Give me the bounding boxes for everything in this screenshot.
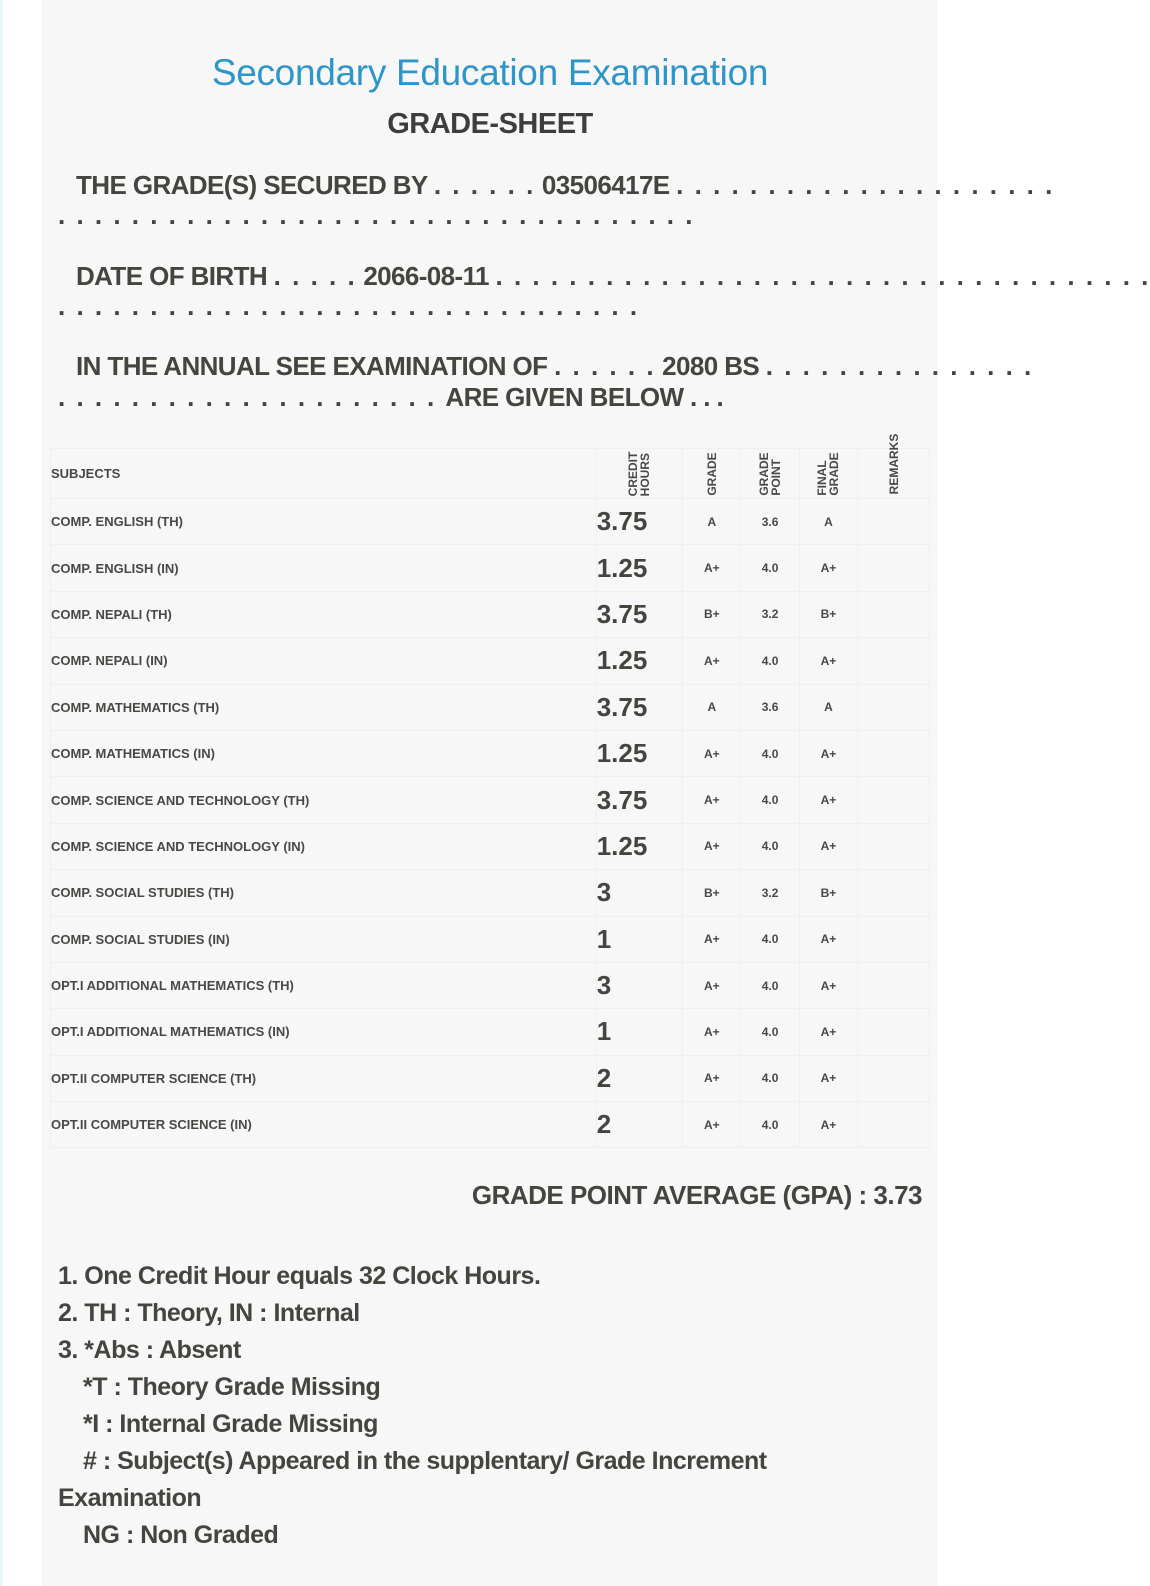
grade-cell: A+ (683, 638, 741, 684)
table-row (51, 777, 930, 823)
dots: . . . . . . . . . . . . . . . . . . . . . (676, 170, 1055, 200)
remarks-cell (858, 684, 930, 730)
grade-point-cell: 4.0 (741, 730, 799, 776)
note-item: NG : Non Graded (83, 1521, 279, 1549)
table-row (51, 1102, 930, 1148)
subject-cell: COMP. MATHEMATICS (TH) (51, 684, 597, 730)
subject-cell: COMP. SCIENCE AND TECHNOLOGY (TH) (51, 777, 597, 823)
final-grade-cell: A+ (799, 638, 857, 684)
grade-point-cell: 3.2 (741, 591, 799, 637)
dots: . . . . . . . . . . . . . . . . . . . . . . . . . . . . . . . . . . . . (495, 261, 1150, 291)
grade-sheet (42, 0, 1150, 1586)
exam-title: Secondary Education Examination (211, 52, 769, 93)
grade-cell: B+ (683, 591, 741, 637)
credit-hours-cell: 3 (596, 962, 682, 1008)
credit-hours-cell: 1 (596, 1009, 682, 1055)
table-row (51, 730, 930, 776)
grade-cell: A+ (683, 823, 741, 869)
grade-point-cell: 4.0 (741, 823, 799, 869)
credit-hours-cell: 1.25 (596, 730, 682, 776)
gpa-line (472, 1180, 922, 1211)
note-item: *I : Internal Grade Missing (83, 1410, 378, 1438)
final-grade-cell: A (799, 499, 857, 545)
final-grade-cell: A+ (799, 1055, 857, 1101)
col-remarks: REMARKS (858, 449, 930, 499)
table-row (51, 591, 930, 637)
subject-cell: OPT.I ADDITIONAL MATHEMATICS (IN) (51, 1009, 597, 1055)
table-row (51, 638, 930, 684)
grade-cell: A+ (683, 1102, 741, 1148)
remarks-cell (858, 545, 930, 591)
final-grade-cell: A+ (799, 730, 857, 776)
credit-hours-cell: 3 (596, 870, 682, 916)
subject-cell: OPT.II COMPUTER SCIENCE (IN) (51, 1102, 597, 1148)
subject-cell: OPT.I ADDITIONAL MATHEMATICS (TH) (51, 962, 597, 1008)
col-credit-hours: CREDIT HOURS (596, 449, 682, 499)
grade-cell: A+ (683, 962, 741, 1008)
table-row (51, 870, 930, 916)
remarks-cell (858, 638, 930, 684)
given-below-text: ARE GIVEN BELOW . . . (445, 382, 724, 412)
final-grade-cell: B+ (799, 591, 857, 637)
dob-value: 2066-08-11 (363, 261, 489, 291)
credit-hours-cell: 3.75 (596, 684, 682, 730)
symbol-number: 03506417E (541, 170, 670, 200)
left-edge (0, 0, 3, 1586)
remarks-cell (858, 823, 930, 869)
remarks-cell (858, 499, 930, 545)
note-item: Examination (58, 1484, 202, 1512)
grade-point-cell: 4.0 (741, 1102, 799, 1148)
gpa-label: GRADE POINT AVERAGE (GPA) : (471, 1180, 867, 1210)
grade-point-cell: 3.6 (741, 499, 799, 545)
credit-hours-cell: 3.75 (596, 499, 682, 545)
subject-cell: COMP. NEPALI (TH) (51, 591, 597, 637)
credit-hours-cell: 1 (596, 916, 682, 962)
credit-hours-cell: 2 (596, 1102, 682, 1148)
grade-point-cell: 4.0 (741, 1009, 799, 1055)
remarks-cell (858, 1055, 930, 1101)
remarks-cell (858, 730, 930, 776)
grade-cell: A+ (683, 1009, 741, 1055)
dots: . . . . . . . . . . . . . . . . . . . . . (58, 382, 437, 412)
grade-cell: A+ (683, 730, 741, 776)
grade-sheet-heading: GRADE-SHEET (387, 108, 593, 140)
subject-cell: COMP. MATHEMATICS (IN) (51, 730, 597, 776)
credit-hours-cell: 1.25 (596, 823, 682, 869)
grade-point-cell: 4.0 (741, 1055, 799, 1101)
subject-cell: COMP. ENGLISH (IN) (51, 545, 597, 591)
table-row (51, 1055, 930, 1101)
remarks-cell (858, 870, 930, 916)
remarks-cell (858, 916, 930, 962)
dob-label: DATE OF BIRTH (76, 261, 268, 291)
grades-table (50, 433, 930, 1148)
credit-hours-cell: 1.25 (596, 638, 682, 684)
final-grade-cell: B+ (799, 870, 857, 916)
notes-section (58, 1258, 918, 1554)
exam-line (76, 351, 1033, 382)
table-header-row (51, 449, 930, 499)
remarks-cell (858, 777, 930, 823)
dob-line (76, 261, 1150, 292)
table-row (51, 916, 930, 962)
remarks-cell (858, 962, 930, 1008)
exam-label: IN THE ANNUAL SEE EXAMINATION OF (76, 351, 548, 381)
table-row (51, 823, 930, 869)
grade-point-cell: 3.2 (741, 870, 799, 916)
grade-point-cell: 4.0 (741, 916, 799, 962)
credit-hours-cell: 3.75 (596, 591, 682, 637)
credit-hours-cell: 2 (596, 1055, 682, 1101)
dots-continuation: . . . . . . . . . . . . . . . . . . . . . . . . . . . . . . . . (58, 291, 640, 321)
table-row (51, 962, 930, 1008)
table-row (51, 545, 930, 591)
note-item: *T : Theory Grade Missing (83, 1373, 381, 1401)
remarks-cell (858, 1102, 930, 1148)
final-grade-cell: A (799, 684, 857, 730)
table-row (51, 684, 930, 730)
grade-point-cell: 4.0 (741, 777, 799, 823)
final-grade-cell: A+ (799, 1102, 857, 1148)
note-item: 2. TH : Theory, IN : Internal (58, 1299, 360, 1327)
col-grade: GRADE (683, 449, 741, 499)
credit-hours-cell: 1.25 (596, 545, 682, 591)
final-grade-cell: A+ (799, 1009, 857, 1055)
col-subjects: SUBJECTS (51, 449, 597, 499)
col-final-grade: FINAL GRADE (799, 449, 857, 499)
grade-cell: A+ (683, 777, 741, 823)
gpa-value: 3.73 (873, 1180, 922, 1210)
grade-point-cell: 4.0 (741, 545, 799, 591)
final-grade-cell: A+ (799, 916, 857, 962)
dots: . . . . . . . . . . . . . . . (765, 351, 1034, 381)
col-grade-point: GRADE POINT (741, 449, 799, 499)
note-item: # : Subject(s) Appeared in the supplentary/ Grade Increment (83, 1447, 767, 1475)
credit-hours-cell: 3.75 (596, 777, 682, 823)
grade-cell: A (683, 684, 741, 730)
subject-cell: OPT.II COMPUTER SCIENCE (TH) (51, 1055, 597, 1101)
subject-cell: COMP. NEPALI (IN) (51, 638, 597, 684)
final-grade-cell: A+ (799, 777, 857, 823)
grade-cell: B+ (683, 870, 741, 916)
grade-cell: A (683, 499, 741, 545)
grade-point-cell: 3.6 (741, 684, 799, 730)
final-grade-cell: A+ (799, 545, 857, 591)
subject-cell: COMP. ENGLISH (TH) (51, 499, 597, 545)
subject-cell: COMP. SOCIAL STUDIES (TH) (51, 870, 597, 916)
dots: . . . . . . (433, 170, 536, 200)
grade-cell: A+ (683, 1055, 741, 1101)
secured-by-line (76, 170, 1054, 201)
remarks-cell (858, 591, 930, 637)
given-below-line (58, 382, 723, 413)
exam-year: 2080 BS (662, 351, 760, 381)
secured-by-label: THE GRADE(S) SECURED BY (76, 170, 428, 200)
dots-continuation: . . . . . . . . . . . . . . . . . . . . . . . . . . . . . . . . . . . (58, 200, 695, 230)
note-item: 1. One Credit Hour equals 32 Clock Hours. (58, 1262, 541, 1290)
grade-point-cell: 4.0 (741, 962, 799, 1008)
table-row (51, 499, 930, 545)
remarks-cell (858, 1009, 930, 1055)
table-row (51, 1009, 930, 1055)
grade-cell: A+ (683, 916, 741, 962)
final-grade-cell: A+ (799, 823, 857, 869)
dots: . . . . . (273, 261, 357, 291)
dots: . . . . . . (554, 351, 656, 381)
final-grade-cell: A+ (799, 962, 857, 1008)
grade-point-cell: 4.0 (741, 638, 799, 684)
subject-cell: COMP. SCIENCE AND TECHNOLOGY (IN) (51, 823, 597, 869)
grade-cell: A+ (683, 545, 741, 591)
note-item: 3. *Abs : Absent (58, 1336, 241, 1364)
subject-cell: COMP. SOCIAL STUDIES (IN) (51, 916, 597, 962)
